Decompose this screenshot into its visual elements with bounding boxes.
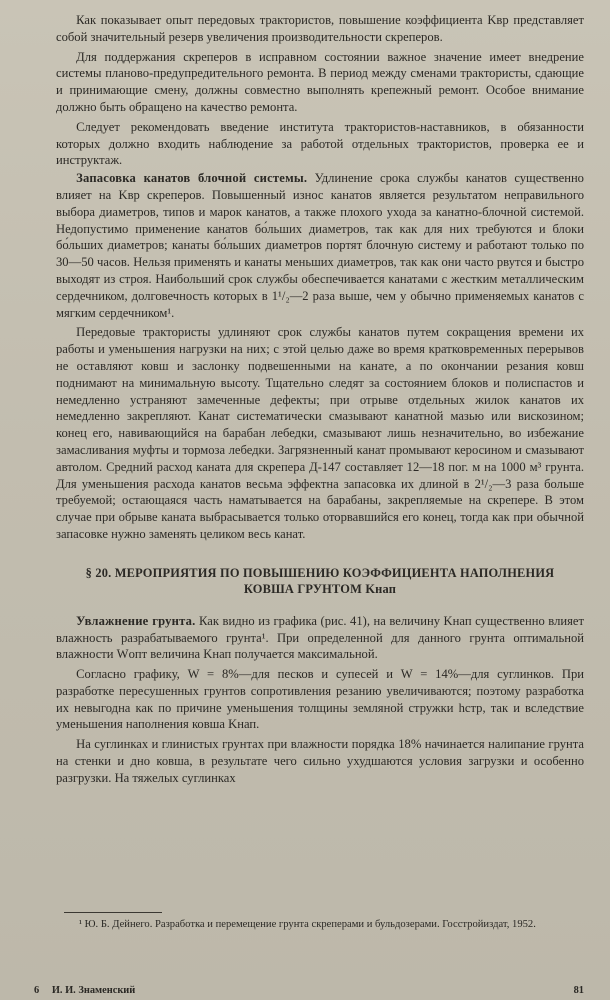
paragraph: [56, 613, 584, 663]
footnote-divider: [64, 912, 162, 913]
footer-left: [34, 985, 145, 996]
paragraph: Для поддержания скреперов в исправном состоянии важное значение имеет внедрение системы планово-предупредительного ремонта. В период между сменами трактористы, сдающие и принимающие смену, должны совместно выполнять крепежный ремонт. Особое внимание должно быть обращено на качество ремонта.: [56, 49, 584, 114]
footnote: [64, 918, 584, 933]
paragraph-body: Как видно из графика (рис. 41), на величину Kнап существенно влияет влажность разрабатываемого грунта¹. При определенной для данного грунта оптимальной влажности Wопт величина Kнап получается максимальной.: [56, 613, 584, 662]
main-text: [56, 12, 584, 788]
paragraph: Как показывает опыт передовых трактористов, повышение коэффициента Kвр представляет собой значительный резерв увеличения производительности скреперов.: [56, 13, 584, 44]
run-in-heading: Запасовка канатов блочной системы.: [76, 171, 308, 186]
paragraph: Следует рекомендовать введение института трактористов-наставников, в обязанности которых должно входить наблюдение за работой отдельных трактористов, проверка ее и инструктаж.: [56, 119, 584, 168]
paragraph: [56, 170, 584, 321]
page-number: 81: [573, 985, 584, 996]
paragraph-body: Удлинение срока службы канатов существенно влияет на Kвр скреперов. Повышенный износ канатов является результатом неправильного выбора диаметров, типов и марок канатов, а также плохого ухода за канатно-блочной системой. Недопустимо применение канатов бо́льших диаметров, так как для них требуются и блоки бо́льших диаметров; канаты бо́льших диаметров портят блочную систему и работают только по 30—50 часов. Нельзя применять и канаты меньших диаметров, так как они часто рвутся и быстро выходят из строя. Наибольший срок службы обеспечивается канатами с жестким металлическим сердечником, долговечность которых в 1¹/₂—2 раза выше, чем у обычно применяемых канатов с мягким сердечником¹.: [56, 171, 584, 320]
section-heading: § 20. МЕРОПРИЯТИЯ ПО ПОВЫШЕНИЮ КОЭФФИЦИЕНТА НАПОЛНЕНИЯ КОВША ГРУНТОМ Kнап: [85, 565, 555, 596]
page-footer: [34, 985, 584, 996]
signature-mark: 6: [34, 985, 40, 996]
footnote-text: ¹ Ю. Б. Дейнего. Разработка и перемещение грунта скреперами и бульдозерами. Госстройиздат, 1952.: [78, 919, 536, 930]
author-name: И. И. Знаменский: [51, 985, 136, 996]
paragraph: Передовые трактористы удлиняют срок службы канатов путем сокращения времени их работы и уменьшения нагрузки на них; с этой целью даже во время кратковременных перерывов не оставляют ковш и заслонку подвешенными на канате, а по окончании резания ковш поднимают на минимальную высоту. Тщательно следят за состоянием блоков и полиспастов и немедленно устраняют замеченные дефекты; при отрыве отдельных жилок канатов их немедленно закрепляют. Канат систематически смазывают канатной мазью или вискозином; конец его, навивающийся на барабан лебедки, смазывают лишь незначительно, во избежание замасливания муфты и тормоза лебедки. Загрязненный канат промывают керосином и смазывают автолом. Средний расход каната для скрепера Д-147 составляет 12—18 пог. м на 1000 м³ грунта. Для уменьшения расхода канатов весьма эффектна запасовка их длиной в 2¹/₂—3 раза больше требуемой; остающаяся часть наматывается на барабаны, закрепляемые на скрепере. В этом случае при обрыве каната выбрасывается только оторвавшийся его конец, тогда как при обычной запасовке нужно заменять целиком весь канат.: [56, 325, 584, 541]
run-in-heading: Увлажнение грунта.: [76, 613, 196, 628]
paragraph: Согласно графику, W = 8%—для песков и супесей и W = 14%—для суглинков. При разработке пересушенных грунтов сопротивления резанию увеличиваются; поэтому разработка их невыгодна как по причине уменьшения толщины земляной стружки hстр, так и вследствие уменьшения наполнения ковша Kнап.: [56, 667, 584, 732]
paragraph: На суглинках и глинистых грунтах при влажности порядка 18% начинается налипание грунта на стенки и дно ковша, в результате чего сильно ухудшаются условия загрузки и особенно разгрузки. На тяжелых суглинках: [56, 737, 584, 785]
